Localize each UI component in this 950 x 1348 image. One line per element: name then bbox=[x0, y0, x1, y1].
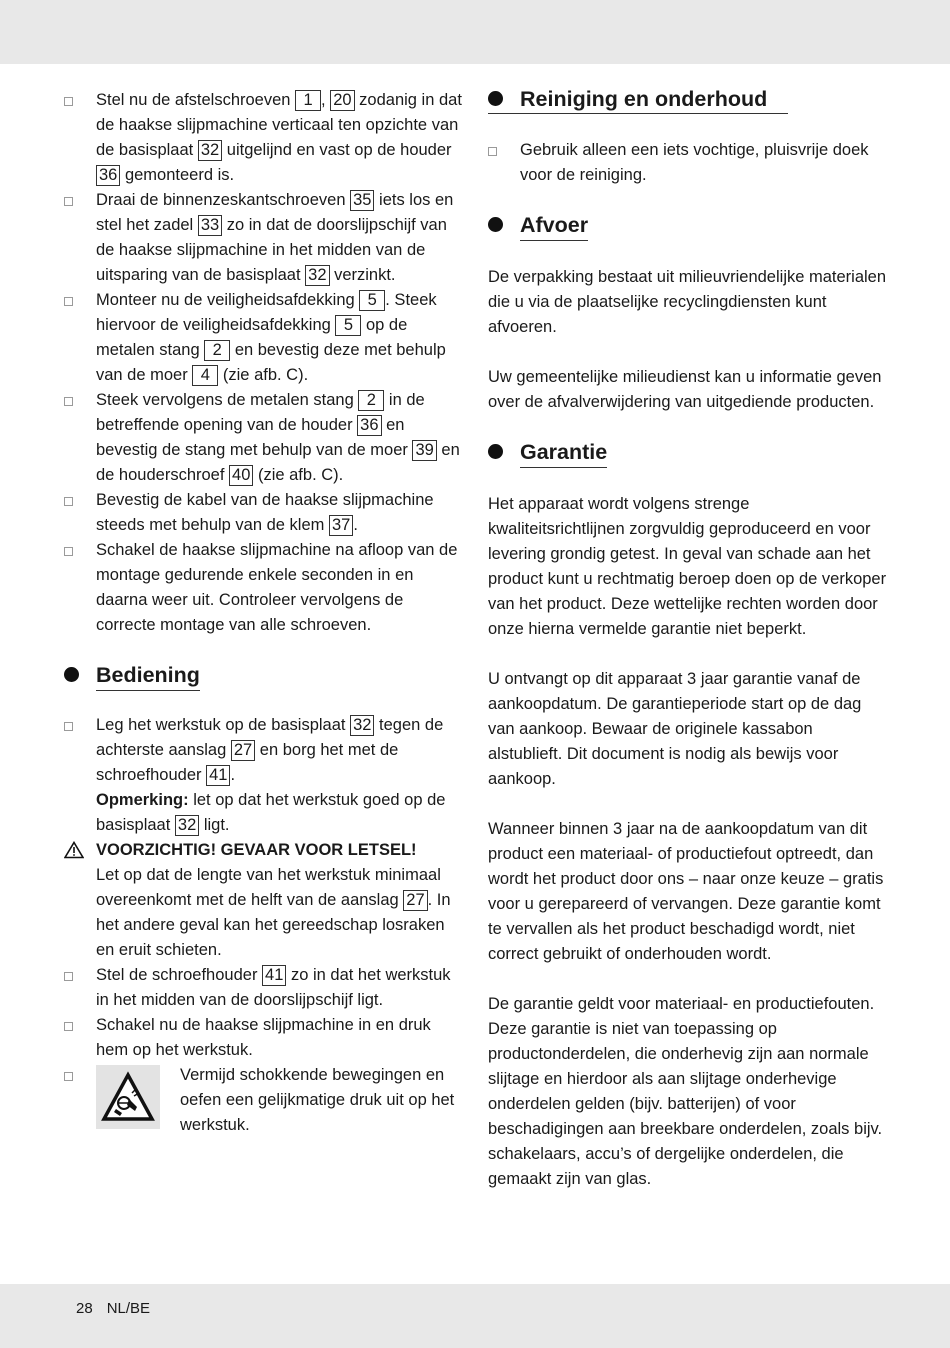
step-text: Draai de binnenzeskantschroeven bbox=[96, 191, 351, 209]
step-text: en bevestig deze met behulp van de moer bbox=[96, 341, 446, 384]
section-heading-afvoer bbox=[488, 211, 888, 241]
note-text: ligt. bbox=[199, 816, 230, 834]
operation-step-2 bbox=[64, 963, 464, 1013]
step-text: zo in dat de doorslijpschijf van de haakse slijpmachine in het midden van de uitsparing van de basisplaat bbox=[96, 216, 447, 284]
page-footer bbox=[76, 1300, 164, 1317]
section-heading-garantie bbox=[488, 438, 888, 468]
step-text: zodanig in dat de haakse slijpmachine verticaal ten opzichte van de basisplaat bbox=[96, 91, 462, 159]
part-number: 39 bbox=[412, 440, 436, 461]
step-text: Gebruik alleen een iets vochtige, pluisvrije doek voor de reiniging. bbox=[520, 141, 869, 184]
step-text: , bbox=[321, 91, 331, 109]
part-number: 41 bbox=[206, 765, 230, 786]
warranty-paragraph-3: Wanneer binnen 3 jaar na de aankoopdatum van dit product een materiaal- of productiefout optreedt, dan wordt het product door ons – naar onze keuze – gratis voor u gerepareerd of vervangen. Deze garantie komt te vervallen als het product beschadigd wordt, niet correct gebruikt of onderhouden wordt. bbox=[488, 820, 884, 963]
checkbox-bullet-icon bbox=[488, 147, 497, 156]
step-text: Monteer nu de veiligheidsafdekking bbox=[96, 291, 360, 309]
part-number: 32 bbox=[305, 265, 329, 286]
part-number: 32 bbox=[350, 715, 374, 736]
part-number: 40 bbox=[229, 465, 253, 486]
part-number: 1 bbox=[295, 90, 321, 111]
assembly-step-3 bbox=[64, 288, 464, 388]
warranty-paragraph-2: U ontvangt op dit apparaat 3 jaar garantie vanaf de aankoopdatum. De garantieperiode start op de dag van aankoop. Bewaar de originele kassabon alstublieft. Dit document is nodig als bewijs voor aankoop. bbox=[488, 670, 862, 788]
step-text: gemonteerd is. bbox=[120, 166, 235, 184]
part-number: 32 bbox=[198, 140, 222, 161]
step-text: en bevestig de stang met behulp van de moer bbox=[96, 416, 413, 459]
part-number: 2 bbox=[358, 390, 384, 411]
checkbox-bullet-icon bbox=[64, 1072, 73, 1081]
locale-label: NL/BE bbox=[106, 1300, 151, 1317]
step-text: Steek vervolgens de metalen stang bbox=[96, 391, 359, 409]
operation-step-4 bbox=[64, 1063, 464, 1138]
checkbox-bullet-icon bbox=[64, 197, 73, 206]
warning-text: . In het andere geval kan het gereedschap losraken en eruit schieten. bbox=[96, 891, 451, 959]
cleaning-step bbox=[488, 138, 888, 188]
step-text: Schakel nu de haakse slijpmachine in en druk hem op het werkstuk. bbox=[96, 1016, 431, 1059]
part-number: 5 bbox=[359, 290, 385, 311]
part-number: 33 bbox=[198, 215, 222, 236]
disposal-paragraph-1: De verpakking bestaat uit milieuvriendelijke materialen die u via de plaatselijke recyclingdiensten kunt afvoeren. bbox=[488, 268, 887, 336]
step-text: Leg het werkstuk op de basisplaat bbox=[96, 716, 351, 734]
section-bullet-icon bbox=[64, 667, 79, 682]
right-column bbox=[488, 84, 888, 1192]
warranty-paragraph-4: De garantie geldt voor materiaal- en productiefouten. Deze garantie is niet van toepassing op productonderdelen, die onderhevig zijn aan normale slijtage en hierdoor als aan slijtage onderhevige onderdelen gelden (bijv. batterijen) of voor beschadigingen aan breekbare onderdelen, zoals bijv. schakelaars, accu’s of dergelijke onderdelen, die gemaakt zijn van glas. bbox=[488, 995, 883, 1188]
step-text: iets los en stel het zadel bbox=[96, 191, 454, 234]
checkbox-bullet-icon bbox=[64, 972, 73, 981]
step-text: Stel nu de afstelschroeven bbox=[96, 91, 296, 109]
step-text: . bbox=[353, 516, 358, 534]
step-text: en borg het met de schroefhouder bbox=[96, 741, 399, 784]
section-bullet-icon bbox=[488, 91, 503, 106]
part-number: 37 bbox=[329, 515, 353, 536]
part-number: 27 bbox=[403, 890, 427, 911]
step-text: Schakel de haakse slijpmachine na afloop van de montage gedurende enkele seconden in en daarna weer uit. Controleer vervolgens de correcte montage van alle schroeven. bbox=[96, 541, 458, 634]
part-number: 4 bbox=[192, 365, 218, 386]
step-text: op de metalen stang bbox=[96, 316, 408, 359]
section-bullet-icon bbox=[488, 217, 503, 232]
step-text: verzinkt. bbox=[329, 266, 396, 284]
part-number: 2 bbox=[204, 340, 230, 361]
checkbox-bullet-icon bbox=[64, 297, 73, 306]
part-number: 5 bbox=[335, 315, 361, 336]
operation-step-1 bbox=[64, 713, 464, 838]
step-text: (zie afb. C). bbox=[253, 466, 344, 484]
section-heading-reiniging bbox=[488, 85, 888, 114]
caution-hands-icon bbox=[96, 1065, 160, 1129]
note-text: let op dat het werkstuk goed op de basisplaat bbox=[96, 791, 446, 834]
assembly-step-5 bbox=[64, 488, 464, 538]
checkbox-bullet-icon bbox=[64, 547, 73, 556]
checkbox-bullet-icon bbox=[64, 1022, 73, 1031]
step-text: . bbox=[230, 766, 236, 784]
heading-text: Afvoer bbox=[520, 211, 588, 241]
part-number: 20 bbox=[330, 90, 354, 111]
step-text: tegen de achterste aanslag bbox=[96, 716, 444, 759]
section-heading-bediening bbox=[64, 661, 464, 691]
assembly-step-6 bbox=[64, 538, 464, 638]
part-number: 27 bbox=[231, 740, 255, 761]
step-text: . Steek hiervoor de veiligheidsafdekking bbox=[96, 291, 437, 334]
step-text: uitgelijnd en vast op de houder bbox=[222, 141, 452, 159]
warning-triangle-icon bbox=[64, 841, 84, 859]
disposal-paragraph-2: Uw gemeentelijke milieudienst kan u informatie geven over de afvalverwijdering van uitgediende producten. bbox=[488, 368, 882, 411]
warranty-paragraph-1: Het apparaat wordt volgens strenge kwaliteitsrichtlijnen zorgvuldig geproduceerd en voor levering grondig getest. In geval van schade aan het product kunt u rechtmatig beroep doen op de verkoper van het product. Deze wettelijke rechten worden door onze hierna vermelde garantie niet beperkt. bbox=[488, 495, 887, 638]
part-number: 32 bbox=[175, 815, 199, 836]
step-text: zo in dat het werkstuk in het midden van de doorslijpschijf ligt. bbox=[96, 966, 451, 1009]
assembly-step-2 bbox=[64, 188, 464, 288]
heading-text: Reiniging en onderhoud bbox=[520, 87, 768, 111]
step-text: en de houderschroef bbox=[96, 441, 460, 484]
section-bullet-icon bbox=[488, 444, 503, 459]
checkbox-bullet-icon bbox=[64, 722, 73, 731]
operation-step-3 bbox=[64, 1013, 464, 1063]
step-text: Stel de schroefhouder bbox=[96, 966, 263, 984]
heading-text: Garantie bbox=[520, 438, 607, 468]
checkbox-bullet-icon bbox=[64, 497, 73, 506]
step-text: Bevestig de kabel van de haakse slijpmachine steeds met behulp van de klem bbox=[96, 491, 434, 534]
heading-text: Bediening bbox=[96, 661, 200, 691]
warning-heading: VOORZICHTIG! GEVAAR VOOR LETSEL! bbox=[96, 841, 417, 859]
checkbox-bullet-icon bbox=[64, 397, 73, 406]
left-column bbox=[64, 84, 464, 1138]
assembly-step-4 bbox=[64, 388, 464, 488]
top-band bbox=[0, 0, 950, 64]
checkbox-bullet-icon bbox=[64, 97, 73, 106]
part-number: 36 bbox=[96, 165, 120, 186]
step-text: in de betreffende opening van de houder bbox=[96, 391, 425, 434]
warning-text: Let op dat de lengte van het werkstuk minimaal overeenkomt met de helft van de aanslag bbox=[96, 866, 441, 909]
page-number: 28 bbox=[76, 1300, 93, 1317]
assembly-step-1 bbox=[64, 88, 464, 188]
heading-underline bbox=[488, 113, 788, 114]
part-number: 36 bbox=[357, 415, 381, 436]
step-text: (zie afb. C). bbox=[218, 366, 309, 384]
part-number: 35 bbox=[350, 190, 374, 211]
wear-protective-gloves-pictogram bbox=[96, 1065, 160, 1129]
note-label: Opmerking: bbox=[96, 791, 189, 809]
step-text: Vermijd schokkende bewegingen en oefen een gelijkmatige druk uit op het werkstuk. bbox=[180, 1066, 455, 1134]
part-number: 41 bbox=[262, 965, 286, 986]
warning-block bbox=[64, 838, 464, 963]
